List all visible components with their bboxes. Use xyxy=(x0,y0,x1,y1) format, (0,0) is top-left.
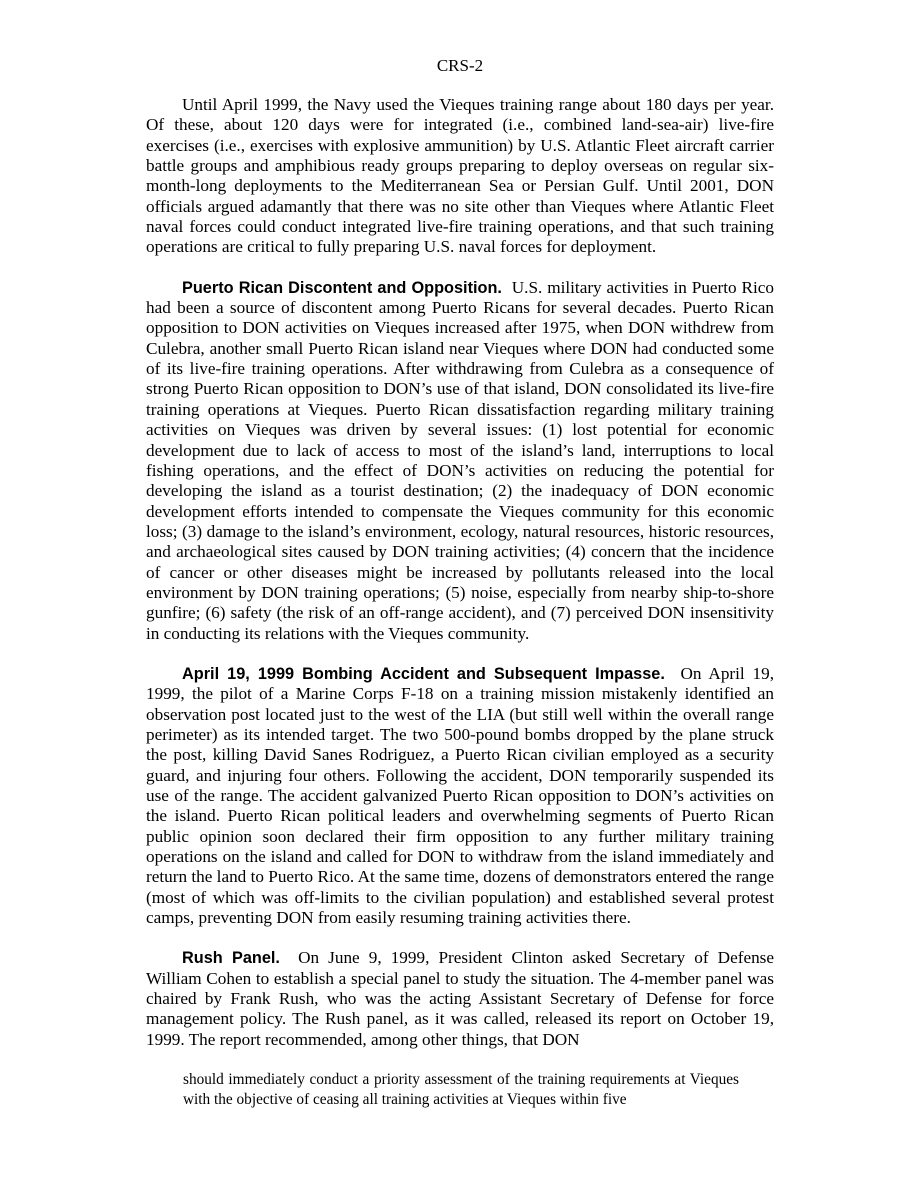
page-header: CRS-2 xyxy=(436,56,484,75)
paragraph-discontent xyxy=(146,278,774,644)
section-heading-bombing-accident: April 19, 1999 Bombing Accident and Subsequent Impasse. xyxy=(182,664,665,683)
paragraph-text: On June 9, 1999, President Clinton asked Secretary of Defense William Cohen to establish a special panel to study the situation. The 4-member panel was chaired by Frank Rush, who was the acting Assistant Secretary of Defense for force management policy. The Rush panel, as it was called, released its report on October 19, 1999. The report recommended, among other things, that DON xyxy=(146,948,774,1049)
paragraph-bombing-accident xyxy=(146,664,774,928)
paragraph-rush-panel xyxy=(146,948,774,1050)
paragraph-range-use xyxy=(146,95,774,258)
block-quote: should immediately conduct a priority assessment of the training requirements at Vieques with the objective of ceasing all training activities at Vieques within five xyxy=(183,1071,739,1108)
section-heading-discontent: Puerto Rican Discontent and Opposition. xyxy=(182,278,502,297)
paragraph-text: On April 19, 1999, the pilot of a Marine Corps F-18 on a training mission mistakenly identified an observation post located just to the west of the LIA (but still well within the overall range perimeter) as its intended target. The two 500-pound bombs dropped by the plane struck the post, killing David Sanes Rodriguez, a Puerto Rican civilian employed as a security guard, and injuring four others. Following the accident, DON temporarily suspended its use of the range. The accident galvanized Puerto Rican opposition to DON’s activities on the island. Puerto Rican political leaders and overwhelming segments of Puerto Rican public opinion soon declared their firm opposition to any further military training operations on the island and called for DON to withdraw from the island immediately and return the land to Puerto Rico. At the same time, dozens of demonstrators entered the range (most of which was off-limits to the civilian population) and established several protest camps, preventing DON from easily resuming training activities there. xyxy=(146,663,774,928)
paragraph-text: Until April 1999, the Navy used the Vieques training range about 180 days per year. Of these, about 120 days were for integrated (i.e., combined land-sea-air) live-fire exercises (i.e., exercises with explosive ammunition) by U.S. Atlantic Fleet aircraft carrier battle groups and amphibious ready groups preparing to deploy overseas on regular six-month-long deployments to the Mediterranean Sea or Persian Gulf. Until 2001, DON officials argued adamantly that there was no site other than Vieques where Atlantic Fleet naval forces could conduct integrated live-fire training operations, and that such training operations are critical to fully preparing U.S. naval forces for deployment. xyxy=(146,95,774,257)
document-page xyxy=(146,56,774,1109)
section-heading-rush-panel: Rush Panel. xyxy=(182,949,280,968)
paragraph-text: U.S. military activities in Puerto Rico had been a source of discontent among Puerto Ricans for several decades. Puerto Rican opposition to DON activities on Vieques increased after 1975, when DON withdrew from Culebra, another small Puerto Rican island near Vieques where DON had conducted some of its live-fire training operations. After withdrawing from Culebra as a consequence of strong Puerto Rican opposition to DON’s use of that island, DON consolidated its live-fire training operations at Vieques. Puerto Rican dissatisfaction regarding military training activities on Vieques was driven by several issues: (1) lost potential for economic development due to lack of access to most of the island’s land, interruptions to local fishing operations, and the effect of DON’s activities on reducing the potential for developing the island as a tourist destination; (2) the inadequacy of DON economic development efforts intended to compensate the Vieques community for this economic loss; (3) damage to the island’s environment, ecology, natural resources, historic resources, and archaeological sites caused by DON training activities; (4) concern that the incidence of cancer or other diseases might be increased by pollutants released into the local environment by DON training operations; (5) noise, especially from nearby ship-to-shore gunfire; (6) safety (the risk of an off-range accident), and (7) perceived DON insensitivity in conducting its relations with the Vieques community. xyxy=(146,277,774,643)
